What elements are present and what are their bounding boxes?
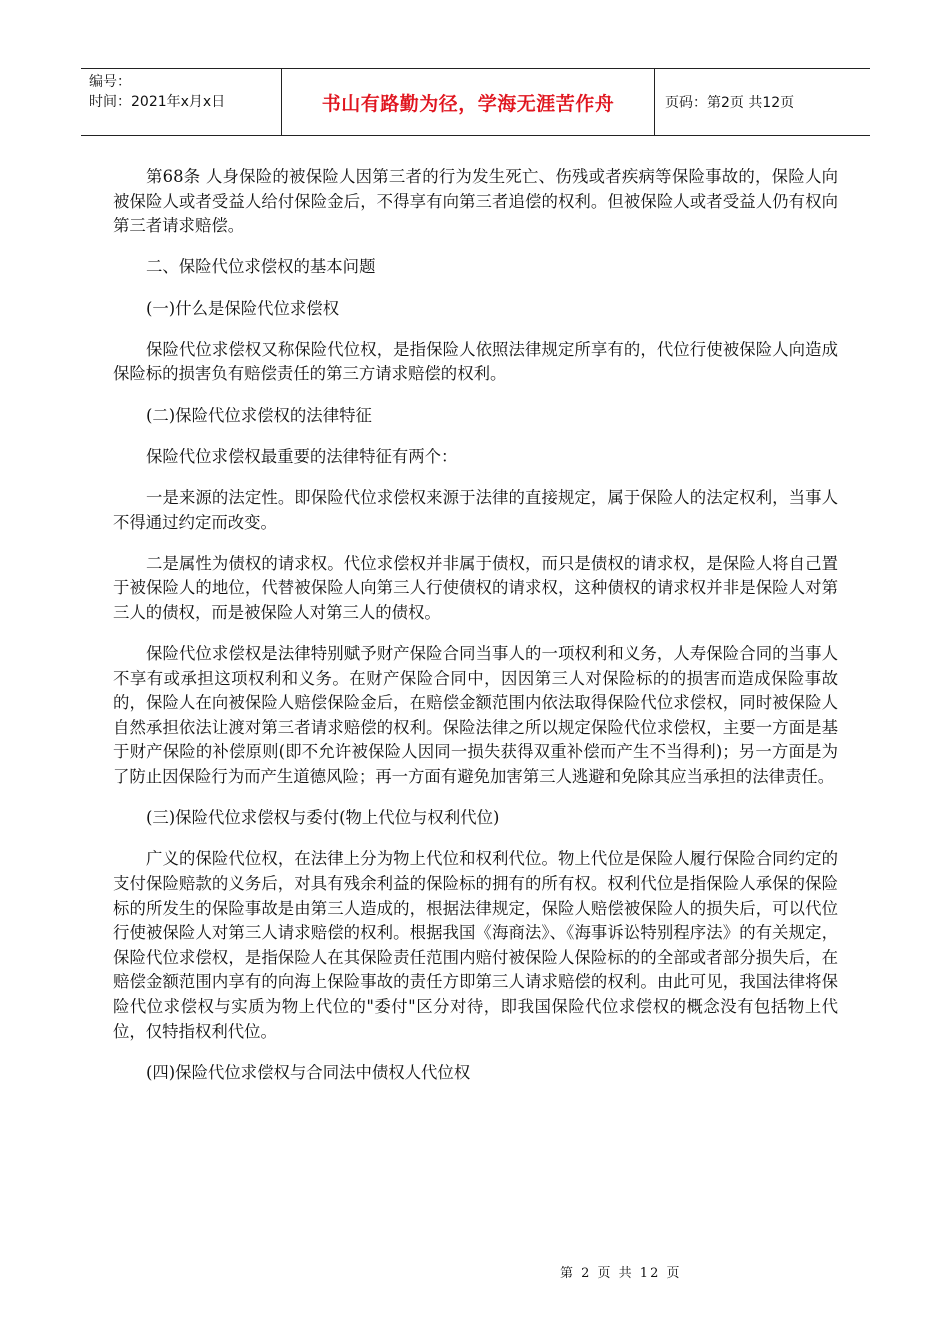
page-footer: 第 2 页 共 12 页 xyxy=(560,1266,682,1281)
header-motto: 书山有路勤为径，学海无涯苦作舟 xyxy=(282,69,655,135)
paragraph: 二是属性为债权的请求权。代位求偿权并非属于债权，而只是债权的请求权，是保险人将自己置于被保险人的地位，代替被保险人向第三人行使债权的请求权，这种债权的请求权并非是保险人对第三人的债权，而是被保险人对第三人的债权。 xyxy=(113,553,838,622)
page-header xyxy=(81,68,870,136)
paragraph: 一是来源的法定性。即保险代位求偿权来源于法律的直接规定，属于保险人的法定权利，当事人不得通过约定而改变。 xyxy=(113,487,838,532)
subsection-heading: (三)保险代位求偿权与委付(物上代位与权利代位) xyxy=(146,808,500,828)
paragraph: 广义的保险代位权，在法律上分为物上代位和权利代位。物上代位是保险人履行保险合同约定的支付保险赔款的义务后，对具有残余利益的保险标的拥有的所有权。权利代位是指保险人承保的保险标的所发生的保险事故是由第三人造成的，根据法律规定，保险人赔偿被保险人的损失后，可以代位行使被保险人对第三人请求赔偿的权利。根据我国《海商法》、《海事诉讼特别程序法》的有关规定，保险代位求偿权，是指保险人在其保险责任范围内赔付被保险人保险标的的全部或者部分损失后，在赔偿金额范围内享有的向海上保险事故的责任方即第三人请求赔偿的权利。由此可见，我国法律将保险代位求偿权与实质为物上代位的"委付"区分对待，即我国保险代位求偿权的概念没有包括物上代位，仅特指权利代位。 xyxy=(113,849,838,1041)
section-heading: 二、保险代位求偿权的基本问题 xyxy=(146,257,376,277)
paragraph: 保险代位求偿权是法律特别赋予财产保险合同当事人的一项权利和义务，人寿保险合同的当事人不享有或承担这项权利和义务。在财产保险合同中，因因第三人对保险标的的损害而造成保险事故的，保险人在向被保险人赔偿保险金后，在赔偿金额范围内依法取得保险代位求偿权，同时被保险人自然承担依法让渡对第三者请求赔偿的权利。保险法律之所以规定保险代位求偿权，主要一方面是基于财产保险的补偿原则(即不允许被保险人因同一损失获得双重补偿而产生不当得利)；另一方面是为了防止因保险行为而产生道德风险；再一方面有避免加害第三人逃避和免除其应当承担的法律责任。 xyxy=(113,644,838,787)
header-meta xyxy=(81,69,282,135)
document-body xyxy=(113,165,838,1102)
subsection-heading: (二)保险代位求偿权的法律特征 xyxy=(146,405,372,425)
subsection-heading: (四)保险代位求偿权与合同法中债权人代位权 xyxy=(146,1062,471,1082)
document-number-label: 编号： xyxy=(89,74,131,90)
subsection-heading: (一)什么是保险代位求偿权 xyxy=(146,298,340,318)
paragraph: 第68条 人身保险的被保险人因第三者的行为发生死亡、伤残或者疾病等保险事故的，保险人向被保险人或者受益人给付保险金后，不得享有向第三者追偿的权利。但被保险人或者受益人仍有权向第三者请求赔偿。 xyxy=(113,167,838,236)
document-date-label: 时间：2021年x月x日 xyxy=(89,94,226,110)
paragraph: 保险代位求偿权最重要的法律特征有两个： xyxy=(146,446,458,466)
header-page-info: 页码：第2页 共12页 xyxy=(665,95,795,111)
paragraph: 保险代位求偿权又称保险代位权，是指保险人依照法律规定所享有的，代位行使被保险人向造成保险标的损害负有赔偿责任的第三方请求赔偿的权利。 xyxy=(113,339,838,384)
